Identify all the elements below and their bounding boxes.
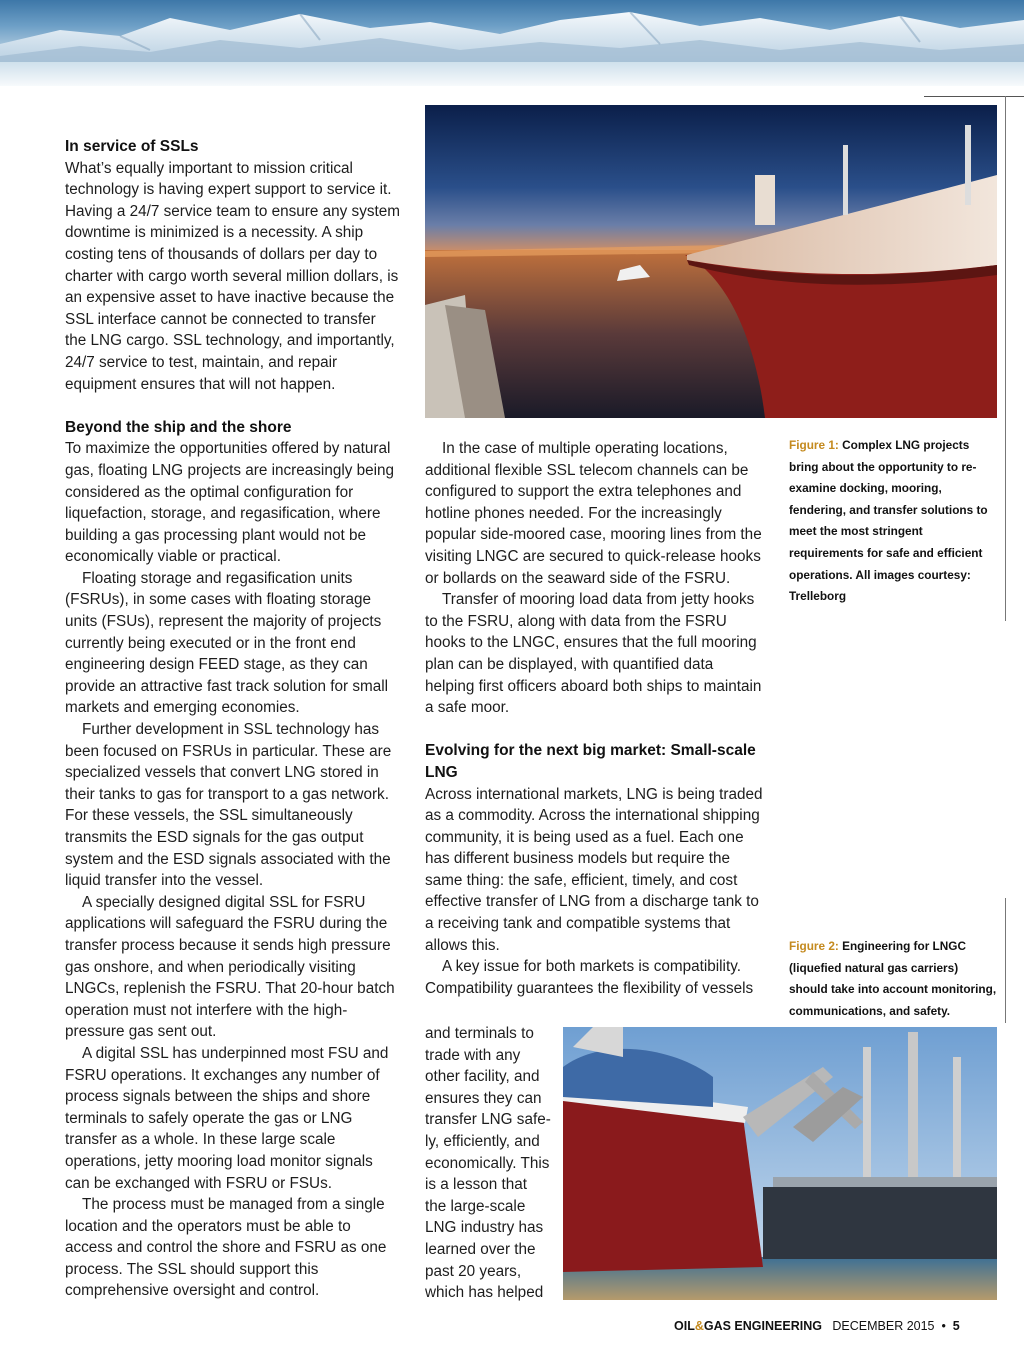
figure-1-caption — [789, 435, 999, 608]
page-number: 5 — [952, 1319, 960, 1333]
wrap-line: transfer LNG safe- — [425, 1111, 551, 1129]
figure-2-photo — [563, 1027, 997, 1300]
brand-part: GAS ENGINEERING — [703, 1319, 822, 1333]
middle-column — [425, 438, 765, 999]
publication-name — [674, 1319, 822, 1333]
decorative-rule — [1005, 898, 1006, 1023]
issue-date: DECEMBER 2015 — [832, 1319, 935, 1333]
body-paragraph: The process must be managed from a single location and the operators must be able to access and control the shore and FSRU as one process. The SSL should support this comprehensive oversight and control. — [65, 1196, 387, 1300]
figure-2-caption — [789, 936, 999, 1022]
body-paragraph: A digital SSL has underpinned most FSU and FSRU operations. It exchanges any number of process signals between the ships and shore terminals to safely operate the gas or LNG transfer as a whole. In these large scale operations, jetty mooring load monitor signals can be exchanged with FSRU or FSUs. — [65, 1044, 389, 1192]
wrap-line: and terminals to — [425, 1025, 534, 1042]
body-paragraph: Transfer of mooring load data from jetty hooks to the FSRU, along with data from the FSRU hooks to the LNGC, ensures that the full mooring plan can be displayed, with quantified data helping first officers aboard both ships to maintain a safe moor. — [425, 591, 762, 717]
body-paragraph: Further development in SSL technology has been focused on FSRUs in particular. These are specialized vessels that convert LNG stored in their tanks to gas for transport to a gas network. For these vessels, the SSL simultaneously transmits the ESD signals for the gas output system and the ESD signals associated with the liquid transfer into the vessel. — [65, 721, 392, 890]
brand-ampersand: & — [694, 1319, 704, 1333]
figure-1-photo — [425, 105, 997, 418]
body-paragraph: Across international markets, LNG is being traded as a commodity. Across the international shipping community, it is being used as a fuel. Each one has different business models but require the same thing: the safe, efficient, timely, and cost effective transfer of LNG from a discharge tank to a receiving tank and compatible systems that allows this. — [425, 785, 763, 954]
figure-label: Figure 2: — [789, 939, 839, 953]
wrap-line: ly, efficiently, and — [425, 1132, 540, 1150]
body-paragraph: A key issue for both markets is compatibility. Compatibility guarantees the flexibility of vessels — [425, 958, 754, 997]
figure-label: Figure 1: — [789, 438, 839, 452]
wrap-line: is a lesson that — [425, 1176, 528, 1194]
wrap-line: which has helped — [425, 1284, 544, 1302]
body-paragraph: In the case of multiple operating locations, additional flexible SSL telecom channels can be configured to support the extra telephones and hotline phones needed. For the increasingly popular side-moored case, mooring lines from the visiting LNGC are secured to quick-release hooks or bollards on the seaward side of the FSRU. — [425, 440, 762, 587]
wrap-line: other facility, and — [425, 1068, 540, 1086]
body-paragraph: A specially designed digital SSL for FSRU applications will safeguard the FSRU during the transfer process because it sends high pressure gas onshore, and when periodically visiting LNGCs, replenish the FSRU. That 20-hour batch operation must not interfere with the high-pressure gas sent out. — [65, 893, 395, 1041]
wrap-line: ensures they can — [425, 1089, 542, 1107]
wrap-line: the large-scale — [425, 1197, 526, 1215]
left-column — [65, 136, 401, 1302]
body-paragraph: What’s equally important to mission critical technology is having expert support to service it. Having a 24/7 service team to ensure any system downtime is minimized is a necessity. A ship costing tens of thousands of dollars per day to charter with cargo worth several million dollars, is an expensive asset to have inactive because the SSL interface cannot be connected to transfer the LNG cargo. SSL technology, and importantly, 24/7 service to test, maintain, and repair equipment ensures that will not happen. — [65, 159, 400, 393]
wrap-line: learned over the — [425, 1240, 536, 1258]
decorative-rule — [1005, 96, 1006, 621]
header-banner-image — [0, 0, 1024, 86]
wrap-line: economically. This — [425, 1154, 550, 1172]
mountain-landscape-image — [0, 0, 1024, 86]
wrap-line: trade with any — [425, 1046, 521, 1064]
wrap-line: past 20 years, — [425, 1262, 522, 1280]
separator-bullet: • — [941, 1319, 946, 1333]
wrap-line: LNG industry has — [425, 1219, 544, 1237]
body-paragraph: To maximize the opportunities offered by natural gas, floating LNG projects are increasingly being considered as the optimal configuration for liquefaction, storage, and regasification, where building a gas processing plant would not be economically viable or practical. — [65, 440, 395, 566]
section-heading: In service of SSLs — [65, 138, 199, 155]
section-heading: Beyond the ship and the shore — [65, 418, 292, 436]
middle-column-wrap — [425, 1023, 561, 1304]
section-heading: Evolving for the next big market: Small-scale LNG — [425, 742, 756, 781]
caption-text: Complex LNG projects bring about the opportunity to re-examine docking, mooring, fendering, and transfer solutions to meet the most stringent requirements for safe and efficient operations. All images courtesy: Trelleborg — [789, 438, 988, 604]
caption-text: Engineering for LNGC (liquefied natural gas carriers) should take into account monitoring, communications, and safety. — [789, 939, 997, 1018]
body-paragraph: Floating storage and regasification units (FSRUs), in some cases with floating storage units (FSUs), represent the majority of projects currently being executed or in the front end engineering design FEED stage, as they can provide an attractive fast track solution for small markets and emerging economies. — [65, 569, 389, 717]
page-footer — [674, 1319, 960, 1333]
decorative-rule — [924, 96, 1024, 97]
brand-part: OIL — [674, 1319, 695, 1333]
